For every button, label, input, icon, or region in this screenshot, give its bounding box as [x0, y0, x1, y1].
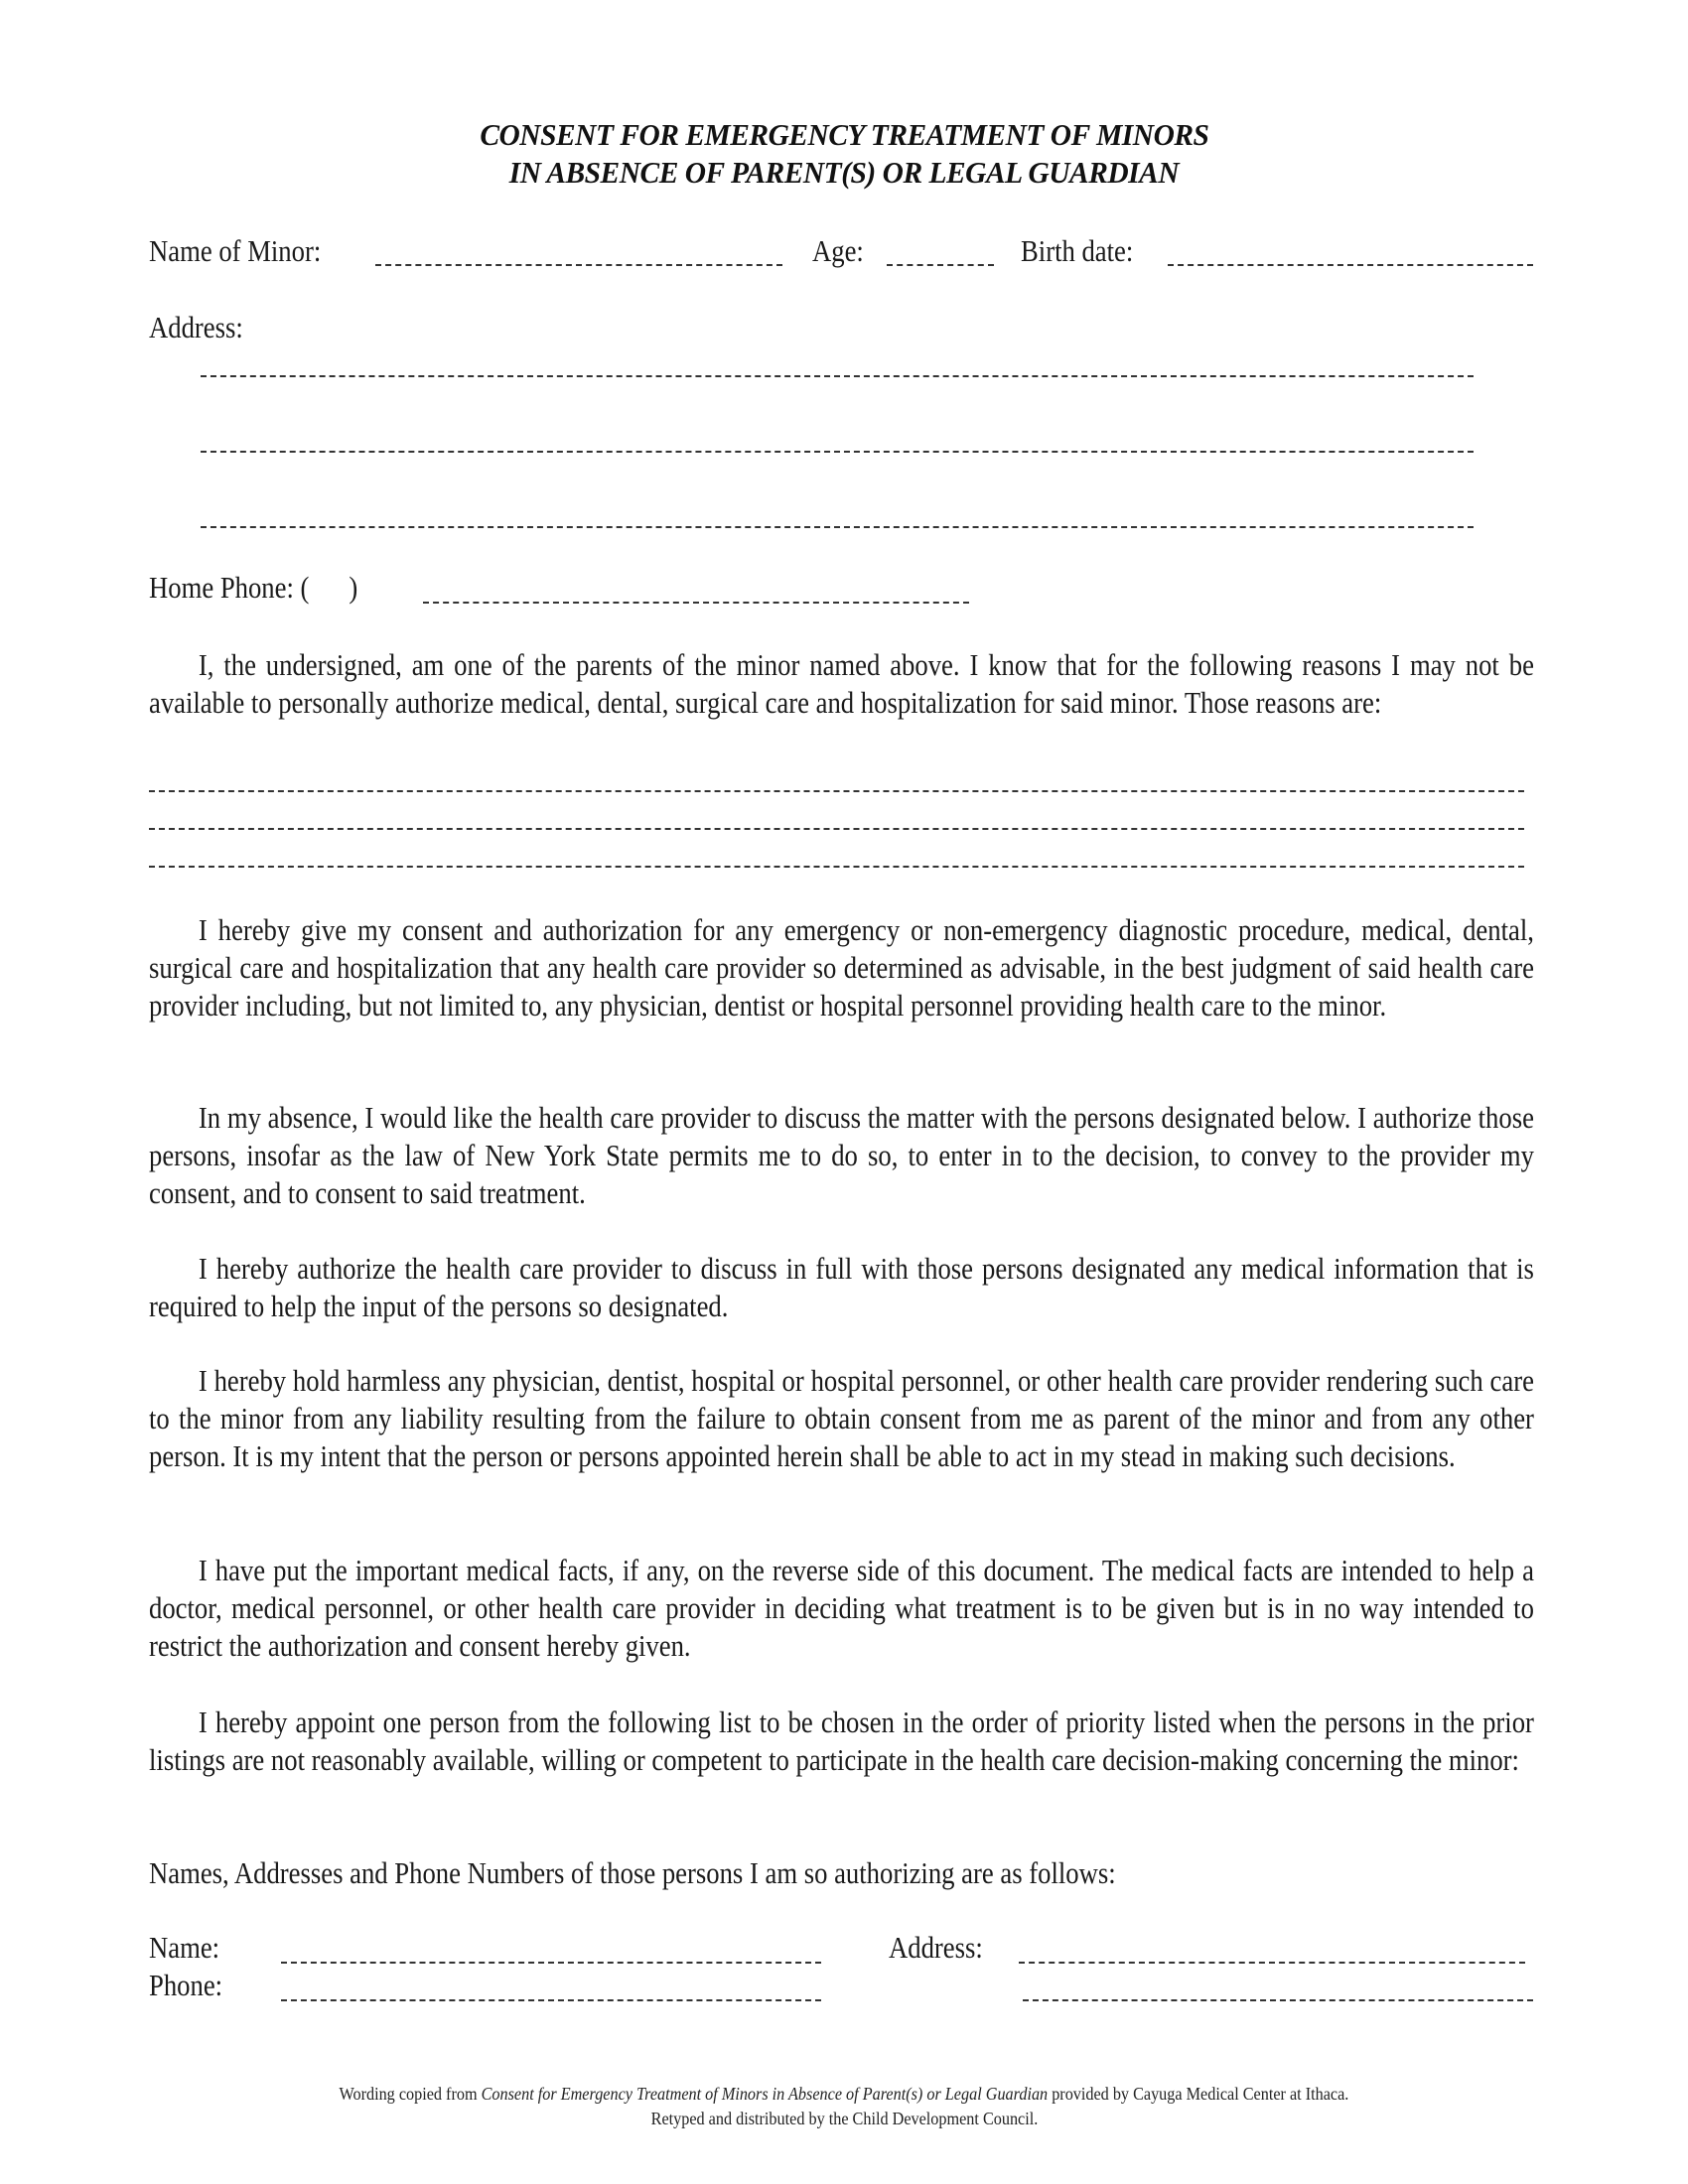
- designee-name-field[interactable]: [281, 1962, 821, 1964]
- birth-date-field[interactable]: [1168, 264, 1533, 266]
- age-label: Age:: [812, 233, 864, 268]
- birth-date-label: Birth date:: [1021, 233, 1134, 268]
- footer-prefix: Wording copied from: [339, 2084, 482, 2104]
- reason-line-1[interactable]: [149, 790, 1524, 792]
- footer-attribution: [0, 2082, 1688, 2107]
- address-line-2[interactable]: [201, 451, 1474, 453]
- title-line2-text: IN ABSENCE OF PARENT(S) OR LEGAL GUARDIAN: [508, 155, 1180, 190]
- designee-address-label: Address:: [889, 1930, 983, 1965]
- document-title-line2: [0, 155, 1688, 191]
- authorize-discuss-paragraph: I hereby authorize the health care provider to discuss in full with those persons designated any medical information that is required to help the input of the persons so designated.: [149, 1251, 1534, 1323]
- reason-line-2[interactable]: [149, 828, 1524, 830]
- footer-line2: Retyped and distributed by the Child Development Council.: [650, 2109, 1038, 2128]
- designee-address-line-2[interactable]: [1023, 1999, 1533, 2001]
- footer-suffix: provided by Cayuga Medical Center at Ithaca.: [1048, 2084, 1349, 2104]
- designee-phone-field[interactable]: [281, 1999, 821, 2001]
- appoint-paragraph: I hereby appoint one person from the following list to be chosen in the order of priority listed when the persons in the prior listings are not reasonably available, willing or competent to participate in the health care decision-making concerning the minor:: [149, 1705, 1534, 1777]
- home-phone-label: Home Phone: ( ): [149, 570, 358, 605]
- reason-line-3[interactable]: [149, 866, 1524, 868]
- reasons-paragraph: I, the undersigned, am one of the parents of the minor named above. I know that for the following reasons I may not be available to personally authorize medical, dental, surgical care and hospitalization for said minor. Those reasons are:: [149, 647, 1534, 720]
- consent-paragraph: I hereby give my consent and authorization for any emergency or non-emergency diagnostic procedure, medical, dental, surgical care and hospitalization that any health care provider so determined as advisable, in the best judgment of said health care provider including, but not limited to, any physician, dentist or hospital personnel providing health care to the minor.: [149, 912, 1534, 1023]
- hold-harmless-paragraph: I hereby hold harmless any physician, dentist, hospital or hospital personnel, or other health care provider rendering such care to the minor from any liability resulting from the failure to obtain consent from me as parent of the minor and from any other person. It is my intent that the person or persons appointed herein shall be able to act in my stead in making such decisions.: [149, 1363, 1534, 1473]
- address-line-3[interactable]: [201, 526, 1474, 528]
- title-line1-text: CONSENT FOR EMERGENCY TREATMENT OF MINORS: [479, 117, 1209, 152]
- designee-name-label: Name:: [149, 1930, 220, 1965]
- absence-paragraph: In my absence, I would like the health care provider to discuss the matter with the persons designated below. I authorize those persons, insofar as the law of New York State permits me to do so, to enter in to the decision, to convey to the provider my consent, and to consent to said treatment.: [149, 1100, 1534, 1210]
- minor-name-field[interactable]: [375, 264, 782, 266]
- age-field[interactable]: [887, 264, 994, 266]
- document-title-line1: [0, 117, 1688, 153]
- names-intro-text: Names, Addresses and Phone Numbers of those persons I am so authorizing are as follows:: [149, 1855, 1116, 1890]
- footer-distribution: [0, 2107, 1688, 2131]
- designee-phone-label: Phone:: [149, 1968, 223, 2002]
- address-label: Address:: [149, 310, 243, 344]
- footer-source-title: Consent for Emergency Treatment of Minors in Absence of Parent(s) or Legal Guardian: [481, 2084, 1049, 2104]
- medical-facts-paragraph: I have put the important medical facts, if any, on the reverse side of this document. The medical facts are intended to help a doctor, medical personnel, or other health care provider in deciding what treatment is to be given but is in no way intended to restrict the authorization and consent hereby given.: [149, 1553, 1534, 1663]
- address-line-1[interactable]: [201, 375, 1474, 377]
- home-phone-field[interactable]: [423, 602, 969, 604]
- minor-name-label: Name of Minor:: [149, 233, 322, 268]
- designee-address-line-1[interactable]: [1019, 1962, 1525, 1964]
